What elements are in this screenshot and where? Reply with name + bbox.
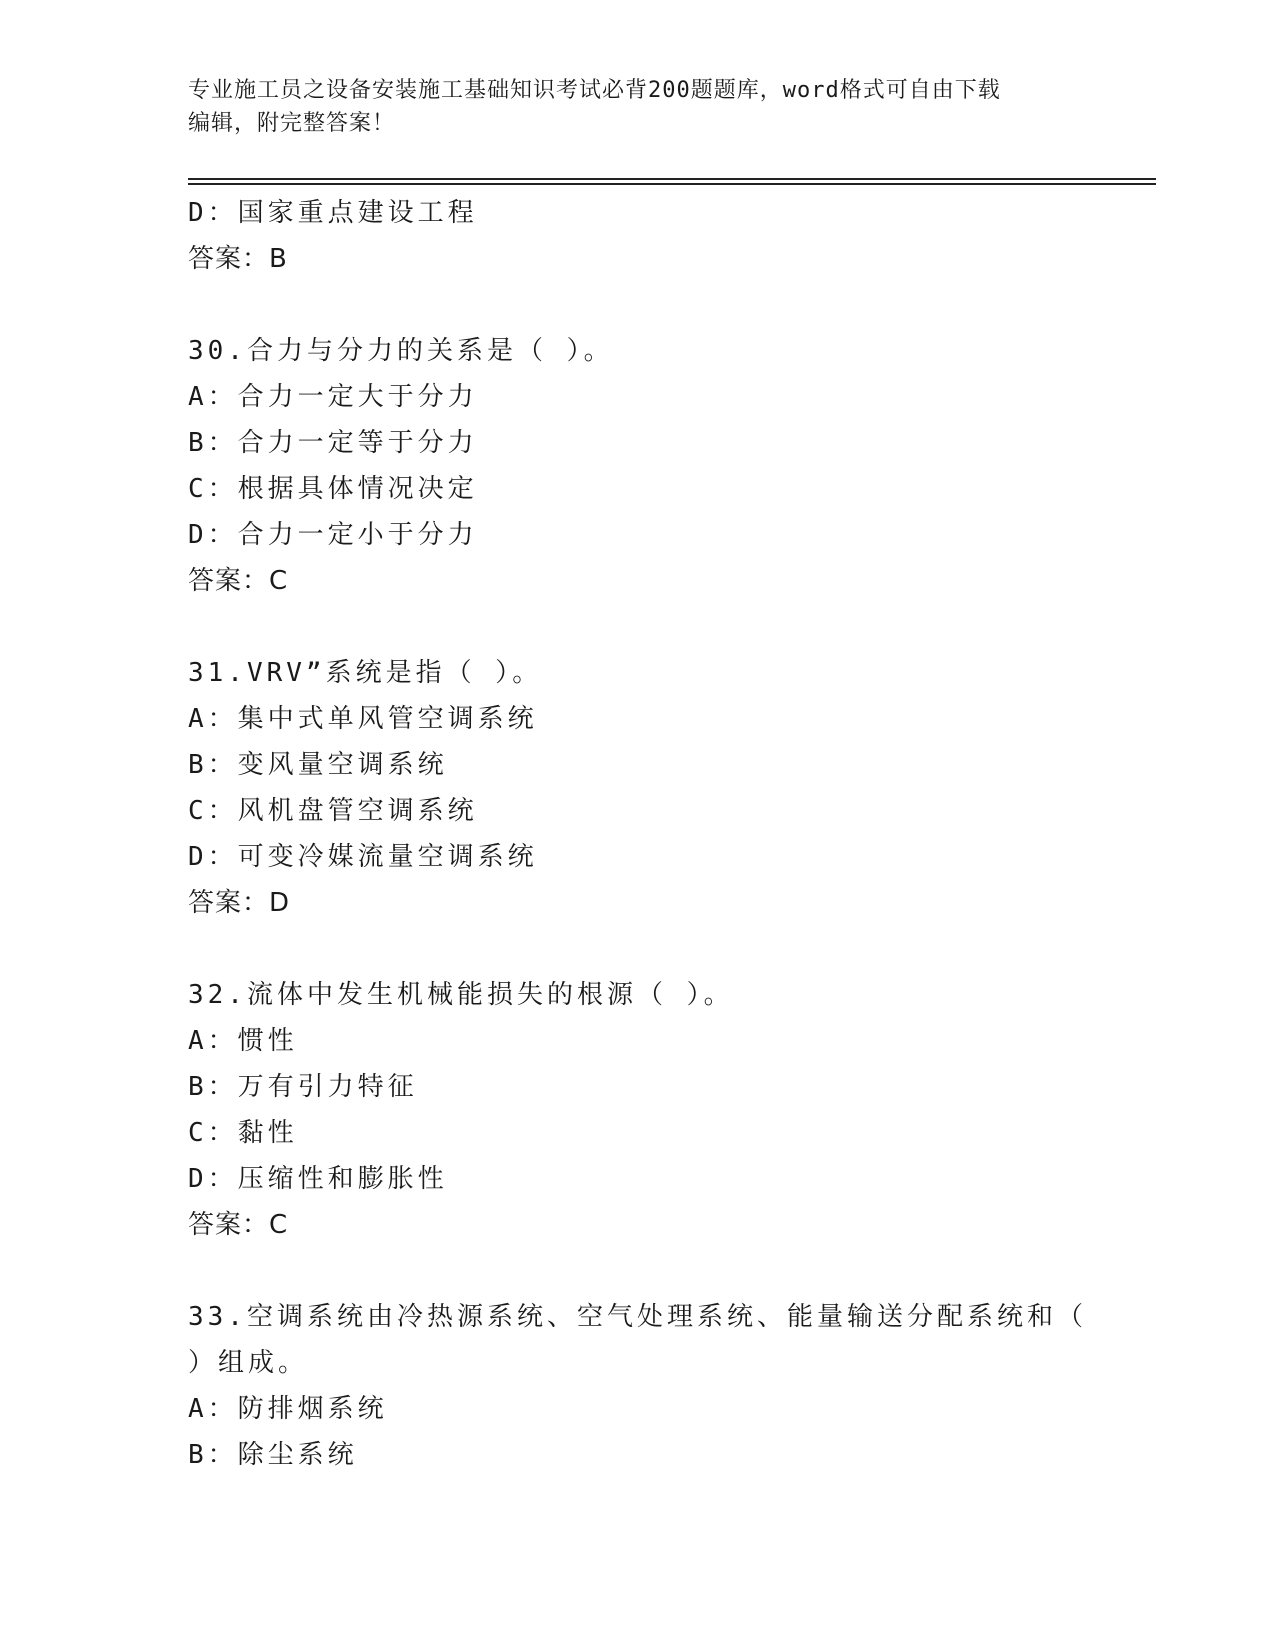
option-a: A：防排烟系统 (188, 1394, 388, 1424)
option-c: C：根据具体情况决定 (188, 474, 478, 504)
question-stem-line-1: 33.空调系统由冷热源系统、空气处理系统、能量输送分配系统和（ (188, 1302, 1087, 1332)
header-line-1: 专业施工员之设备安装施工基础知识考试必背200题题库，word格式可自由下载 (188, 78, 1001, 103)
question-31 (188, 650, 1088, 926)
header-divider-top (188, 178, 1156, 180)
question-stem: 32.流体中发生机械能损失的根源（ ）。 (188, 980, 734, 1010)
answer: 答案：C (188, 1210, 289, 1240)
answer: 答案：D (188, 888, 291, 918)
option-a: A：合力一定大于分力 (188, 382, 478, 412)
option-b: B：万有引力特征 (188, 1072, 418, 1102)
question-30 (188, 328, 1088, 604)
question-stem: 30.合力与分力的关系是（ ）。 (188, 336, 614, 366)
option-b: B：除尘系统 (188, 1440, 358, 1470)
previous-question-tail (188, 190, 1088, 282)
option-a: A：惯性 (188, 1026, 298, 1056)
question-32 (188, 972, 1088, 1248)
header-line-2: 编辑，附完整答案！ (188, 111, 396, 136)
question-stem-line-2: ）组成。 (188, 1348, 309, 1378)
option-b: B：合力一定等于分力 (188, 428, 478, 458)
option-d: D：合力一定小于分力 (188, 520, 478, 550)
header-divider-bottom (188, 183, 1156, 185)
document-header (188, 74, 1068, 140)
option-a: A：集中式单风管空调系统 (188, 704, 538, 734)
option-d: D：压缩性和膨胀性 (188, 1164, 448, 1194)
question-33 (188, 1294, 1088, 1478)
option-d: D：国家重点建设工程 (188, 198, 478, 228)
question-stem: 31.VRV”系统是指（ ）。 (188, 658, 543, 688)
option-b: B：变风量空调系统 (188, 750, 448, 780)
option-d: D：可变冷媒流量空调系统 (188, 842, 538, 872)
question-list (188, 190, 1088, 1478)
answer: 答案：C (188, 566, 289, 596)
answer: 答案：B (188, 244, 288, 274)
option-c: C：风机盘管空调系统 (188, 796, 478, 826)
option-c: C：黏性 (188, 1118, 298, 1148)
